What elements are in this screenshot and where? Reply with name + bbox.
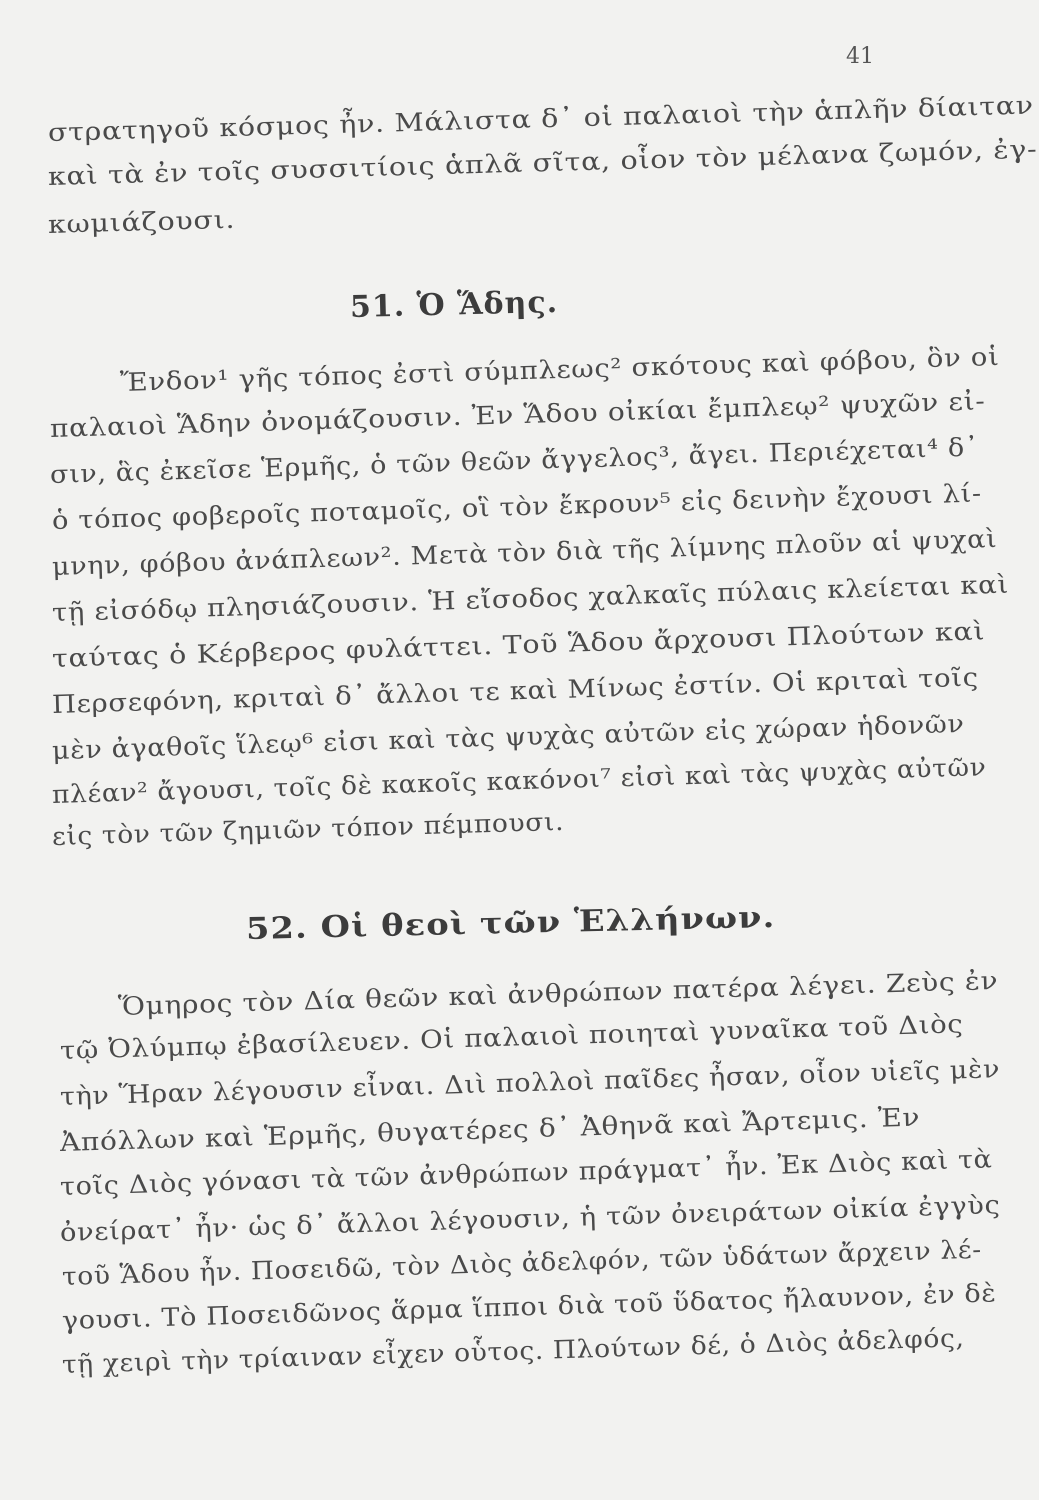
text-line: σιν, ἃς ἐκεῖσε Ἑρμῆς, ὁ τῶν θεῶν ἄγγελος³, ἄγει. Περιέχεται⁴ δ᾿ <box>49 432 980 489</box>
text-line: γουσι. Τὸ Ποσειδῶνος ἅρμα ἵπποι διὰ τοῦ ὕδατος ἤλαυνον, ἐν δὲ <box>61 1278 997 1335</box>
text-line: τὴν Ἥραν λέγουσιν εἶναι. Διὶ πολλοὶ παῖδες ἦσαν, οἷον υἱεῖς μὲν <box>59 1054 1001 1111</box>
text-line: Ἔνδον¹ γῆς τόπος ἐστὶ σύμπλεως² σκότους καὶ φόβου, ὃν οἱ <box>119 341 1000 397</box>
text-line: ὁ τόπος φοβεροῖς ποταμοῖς, οἳ τὸν ἔκρουν⁵ εἰς δεινὴν ἔχουσι λί- <box>51 478 983 535</box>
text-line: εἰς τὸν τῶν ζημιῶν τόπον πέμπουσι. <box>51 806 565 851</box>
text-line: καὶ τὰ ἐν τοῖς συσσιτίοις ἁπλᾶ σῖτα, οἷον τὸν μέλανα ζωμόν, ἐγ- <box>47 134 1038 191</box>
page-number: 41 <box>846 44 874 69</box>
text-line: τοῦ Ἅδου ἦν. Ποσειδῶ, τὸν Διὸς ἀδελφόν, τῶν ὑδάτων ἄρχειν λέ- <box>61 1234 983 1291</box>
text-line: κωμιάζουσι. <box>47 204 236 239</box>
text-line: τοῖς Διὸς γόνασι τὰ τῶν ἀνθρώπων πράγματ᾿ ἦν. Ἐκ Διὸς καὶ τὰ <box>59 1144 993 1201</box>
text-line: τῇ εἰσόδῳ πλησιάζουσιν. Ἡ εἴσοδος χαλκαῖς πύλαις κλείεται καὶ <box>51 569 1010 627</box>
text-line: Ἀπόλλων καὶ Ἑρμῆς, θυγατέρες δ᾿ Ἀθηνᾶ καὶ Ἄρτεμις. Ἐν <box>59 1102 921 1157</box>
text-line: πλέαν² ἄγουσι, τοῖς δὲ κακοῖς κακόνοι⁷ εἰσὶ καὶ τὰς ψυχὰς αὐτῶν <box>51 752 987 809</box>
text-line: παλαιοὶ Ἅδην ὀνομάζουσιν. Ἐν Ἅδου οἰκίαι ἔμπλεῳ² ψυχῶν εἰ- <box>49 386 986 443</box>
text-line: Περσεφόνη, κριταὶ δ᾿ ἄλλοι τε καὶ Μίνως ἐστίν. Οἱ κριταὶ τοῖς <box>51 662 980 719</box>
text-line: στρατηγοῦ κόσμος ἦν. Μάλιστα δ᾿ οἱ παλαιοὶ τὴν ἁπλῆν δίαιταν <box>47 90 1035 147</box>
text-line: ὀνείρατ᾿ ἦν· ὡς δ᾿ ἄλλοι λέγουσιν, ἡ τῶν ὀνειράτων οἰκία ἐγγὺς <box>59 1190 1001 1247</box>
section-heading-52: 52. Οἱ θεοὶ τῶν Ἑλλήνων. <box>245 899 776 947</box>
text-line: ταύτας ὁ Κέρβερος φυλάττει. Τοῦ Ἅδου ἄρχουσι Πλούτων καὶ <box>51 616 986 673</box>
text-line: μνην, φόβου ἀνάπλεων². Μετὰ τὸν διὰ τῆς λίμνης πλοῦν αἱ ψυχαὶ <box>51 523 998 581</box>
text-line: τῷ Ὀλύμπῳ ἐβασίλευεν. Οἱ παλαιοὶ ποιηταὶ γυναῖκα τοῦ Διὸς <box>59 1009 964 1065</box>
text-line: μὲν ἀγαθοῖς ἵλεῳ⁶ εἰσι καὶ τὰς ψυχὰς αὐτῶν εἰς χώραν ἡδονῶν <box>51 708 965 765</box>
text-line: τῇ χειρὶ τὴν τρίαιναν εἶχεν οὗτος. Πλούτων δέ, ὁ Διὸς ἀδελφός, <box>61 1323 965 1379</box>
section-heading-51: 51. Ὁ Ἅδης. <box>349 284 559 325</box>
text-line: Ὅμηρος τὸν Δία θεῶν καὶ ἀνθρώπων πατέρα λέγει. Ζεὺς ἐν <box>117 965 999 1021</box>
